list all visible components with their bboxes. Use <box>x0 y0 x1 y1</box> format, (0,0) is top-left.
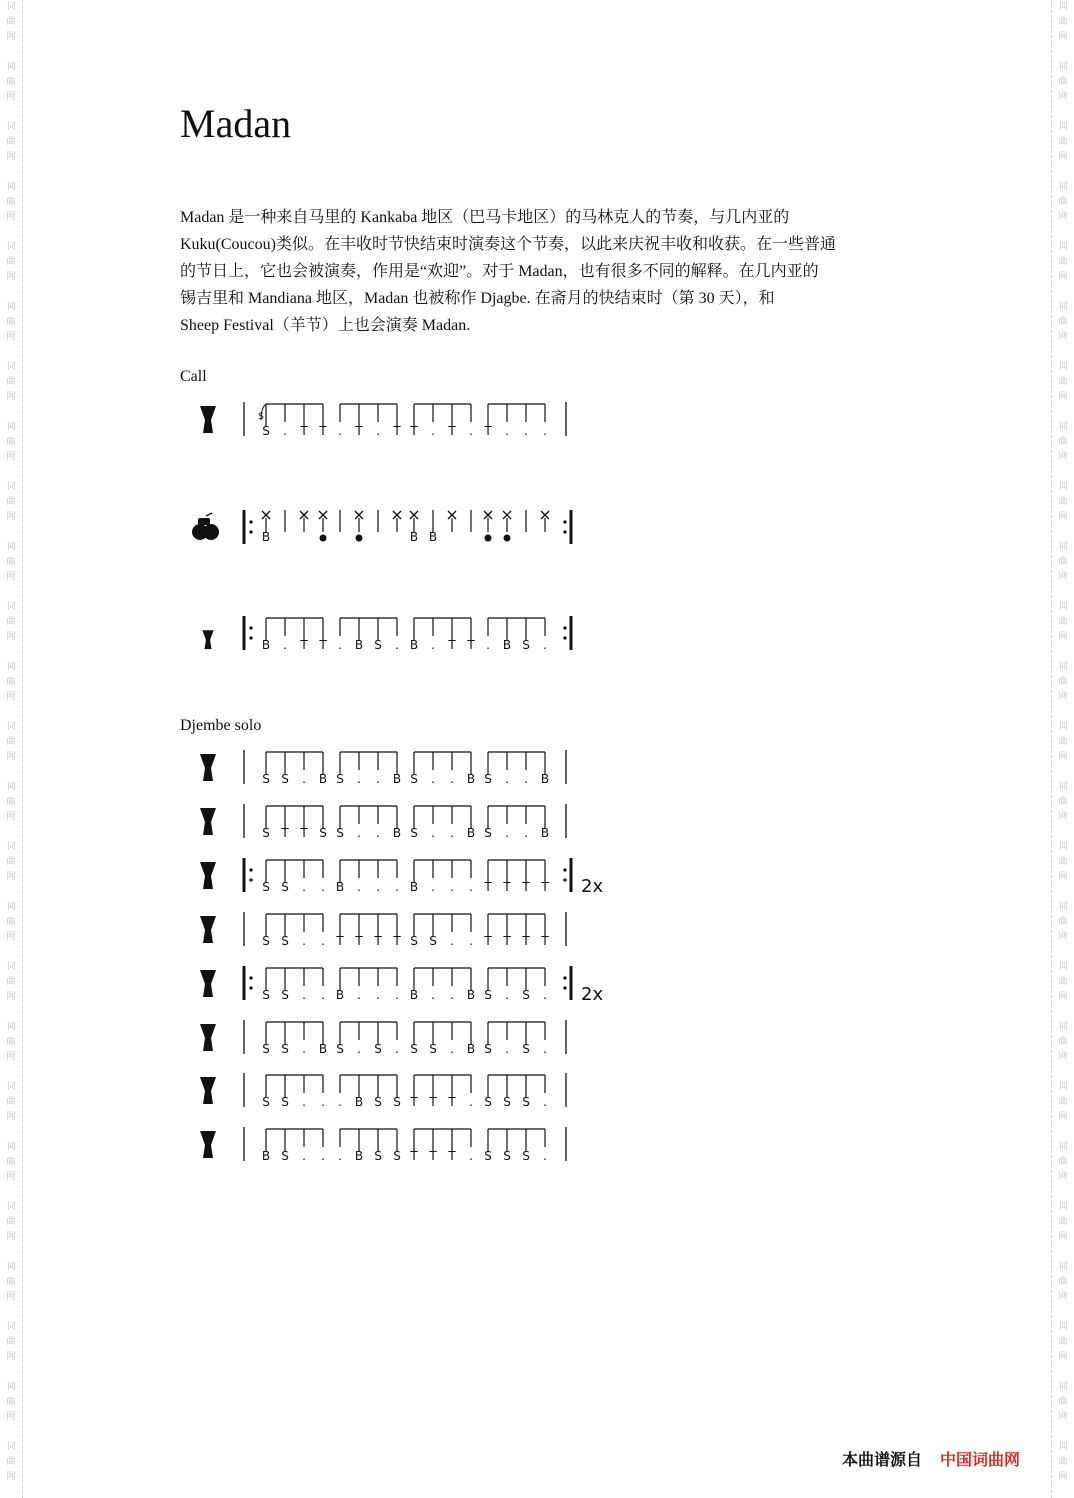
djembe-icon <box>200 1131 216 1158</box>
watermark-glyphs: 词 曲 网 <box>1058 722 1068 762</box>
stroke-note: S <box>262 826 270 840</box>
watermark-glyphs: 词 曲 网 <box>1058 242 1068 282</box>
muted-stroke-dot <box>504 535 511 542</box>
watermark-glyphs: 词 曲 网 <box>6 362 16 402</box>
watermark-glyphs: 词 曲 网 <box>6 1442 16 1482</box>
watermark-glyphs: 词 曲 网 <box>1058 122 1068 162</box>
footer-source-label: 本曲谱源自 <box>842 1450 923 1469</box>
stroke-note: . <box>524 826 528 840</box>
section-label-call: Call <box>180 368 207 385</box>
djembe-icon <box>202 630 213 649</box>
rhythm-row-accomp <box>180 614 780 664</box>
stroke-note: T <box>541 934 549 948</box>
watermark-glyphs: 词 曲 网 <box>6 182 16 222</box>
stroke-note: S <box>319 826 327 840</box>
rhythm-row-solo3 <box>180 856 780 906</box>
repeat-dot <box>563 878 566 881</box>
stroke-note: B <box>354 638 364 652</box>
stroke-note: T <box>429 1095 437 1109</box>
watermark-glyphs: 词 曲 网 <box>6 1202 16 1242</box>
djembe-icon <box>200 916 216 943</box>
stroke-note: T <box>300 638 308 652</box>
stroke-note: S <box>374 1095 382 1109</box>
stroke-note: . <box>376 826 380 840</box>
watermark-glyphs: 词 曲 网 <box>1058 1082 1068 1122</box>
repeat-dot <box>563 868 566 871</box>
rhythm-row-solo2 <box>180 802 780 852</box>
stroke-note: B <box>466 826 476 840</box>
rhythm-row-dunun <box>180 508 780 558</box>
stroke-note: S <box>503 1149 511 1163</box>
stroke-note: S <box>522 638 530 652</box>
muted-stroke-dot <box>320 535 327 542</box>
stroke-note: S <box>393 1095 401 1109</box>
stroke-note: T <box>393 934 401 948</box>
stroke-note: . <box>338 424 342 438</box>
stroke-note: . <box>431 880 435 894</box>
watermark-glyphs: 词 曲 网 <box>6 422 16 462</box>
stroke-note: . <box>450 988 454 1002</box>
stroke-note: . <box>302 1095 306 1109</box>
stroke-note: S <box>336 772 344 786</box>
rhythm-row-call <box>180 400 780 450</box>
stroke-note: S <box>484 1042 492 1056</box>
stroke-note: B <box>428 530 438 544</box>
stroke-note: T <box>503 880 511 894</box>
stroke-note: . <box>376 880 380 894</box>
stroke-note: . <box>543 988 547 1002</box>
stroke-note: . <box>431 988 435 1002</box>
watermark-glyphs: 词 曲 网 <box>6 1262 16 1302</box>
stroke-note: . <box>450 934 454 948</box>
stroke-note: S <box>262 934 270 948</box>
stroke-note: . <box>376 424 380 438</box>
stroke-note: . <box>469 424 473 438</box>
watermark-glyphs: 词 曲 网 <box>1058 422 1068 462</box>
stroke-note: . <box>469 1095 473 1109</box>
watermark-glyphs: 词 曲 网 <box>6 302 16 342</box>
stroke-note: T <box>484 424 492 438</box>
djembe-icon <box>200 406 216 433</box>
stroke-note: B <box>540 826 550 840</box>
repeat-dot <box>249 626 252 629</box>
stroke-note: T <box>355 934 363 948</box>
stroke-note: B <box>409 880 419 894</box>
stroke-note: . <box>543 638 547 652</box>
stroke-note: T <box>448 1095 456 1109</box>
stroke-note: . <box>321 1149 325 1163</box>
stroke-note: . <box>395 880 399 894</box>
stroke-note: T <box>448 1149 456 1163</box>
repeat-dot <box>249 868 252 871</box>
djembe-icon <box>200 754 216 781</box>
stroke-note: S <box>262 988 270 1002</box>
watermark-glyphs: 词 曲 网 <box>1058 902 1068 942</box>
watermark-glyphs: 词 曲 网 <box>6 122 16 162</box>
watermark-glyphs: 词 曲 网 <box>1058 62 1068 102</box>
stroke-note: S <box>503 1095 511 1109</box>
stroke-note: . <box>431 638 435 652</box>
watermark-glyphs: 词 曲 网 <box>1058 662 1068 702</box>
watermark-glyphs: 词 曲 网 <box>6 722 16 762</box>
stroke-note: T <box>410 1149 418 1163</box>
watermark-glyphs: 词 曲 网 <box>1058 2 1068 42</box>
watermark-glyphs: 词 曲 网 <box>1058 1442 1068 1482</box>
repeat-dot <box>249 530 252 533</box>
stroke-note: . <box>357 826 361 840</box>
stroke-note: . <box>543 1042 547 1056</box>
stroke-note: S <box>522 1095 530 1109</box>
stroke-note: T <box>467 638 475 652</box>
watermark-glyphs: 词 曲 网 <box>1058 1022 1068 1062</box>
repeat-dot <box>563 520 566 523</box>
stroke-note: B <box>392 826 402 840</box>
stroke-note: B <box>261 530 271 544</box>
stroke-note: . <box>505 988 509 1002</box>
watermark-glyphs: 词 曲 网 <box>6 902 16 942</box>
stroke-note: S <box>336 826 344 840</box>
watermark-glyphs: 词 曲 网 <box>1058 1382 1068 1422</box>
stroke-note: B <box>466 1042 476 1056</box>
watermark-glyphs: 词 曲 网 <box>1058 1262 1068 1302</box>
stroke-note: . <box>450 826 454 840</box>
stroke-note: . <box>321 988 325 1002</box>
stroke-note: B <box>466 988 476 1002</box>
intro-line: Madan 是一种来自马里的 Kankaba 地区（巴马卡地区）的马林克人的节奏，与几内亚的 <box>180 209 790 226</box>
footer-source <box>842 1447 1020 1470</box>
stroke-note: B <box>502 638 512 652</box>
stroke-note: T <box>484 880 492 894</box>
watermark-glyphs: 词 曲 网 <box>6 482 16 522</box>
stroke-note: T <box>429 1149 437 1163</box>
stroke-note: . <box>469 1149 473 1163</box>
stroke-note: . <box>302 772 306 786</box>
watermark-glyphs: 词 曲 网 <box>1058 302 1068 342</box>
intro-line: Kuku(Coucou)类似。在丰收时节快结束时演奏这个节奏，以此来庆祝丰收和收获。在一些普通 <box>180 236 836 253</box>
watermark-glyphs: 词 曲 网 <box>1058 842 1068 882</box>
rhythm-row-solo8 <box>180 1125 780 1175</box>
repeat-dot <box>249 878 252 881</box>
stroke-note: . <box>321 1095 325 1109</box>
watermark-glyphs: 词 曲 网 <box>1058 1322 1068 1362</box>
stroke-note: S <box>484 772 492 786</box>
stroke-note: S <box>522 1149 530 1163</box>
stroke-note: B <box>466 772 476 786</box>
stroke-note: T <box>448 638 456 652</box>
stroke-note: . <box>395 988 399 1002</box>
stroke-note: B <box>261 638 271 652</box>
stroke-note: . <box>338 1149 342 1163</box>
watermark-strip-left <box>0 0 23 1498</box>
stroke-note: T <box>281 826 289 840</box>
stroke-note: S <box>374 638 382 652</box>
stroke-note: . <box>302 934 306 948</box>
watermark-glyphs: 词 曲 网 <box>6 1022 16 1062</box>
stroke-note: . <box>543 1149 547 1163</box>
stroke-note: . <box>505 772 509 786</box>
rhythm-row-solo5 <box>180 964 780 1014</box>
stroke-note: . <box>543 1095 547 1109</box>
repeat-dot <box>249 986 252 989</box>
stroke-note: S <box>281 988 289 1002</box>
repeat-dot <box>249 520 252 523</box>
watermark-glyphs: 词 曲 网 <box>6 2 16 42</box>
stroke-note: . <box>524 772 528 786</box>
stroke-note: T <box>300 826 308 840</box>
watermark-strip-right <box>1051 0 1074 1498</box>
stroke-note: T <box>541 880 549 894</box>
stroke-note: . <box>505 424 509 438</box>
stroke-note: B <box>409 530 419 544</box>
watermark-glyphs: 词 曲 网 <box>6 1082 16 1122</box>
stroke-note: S <box>429 934 437 948</box>
repeat-dot <box>563 530 566 533</box>
intro-paragraph <box>180 204 940 339</box>
rhythm-row-solo6 <box>180 1018 780 1068</box>
stroke-note: . <box>283 638 287 652</box>
stroke-note: . <box>431 826 435 840</box>
stroke-note: B <box>318 1042 328 1056</box>
rhythm-row-solo4 <box>180 910 780 960</box>
stroke-note: T <box>522 934 530 948</box>
stroke-note: . <box>395 638 399 652</box>
stroke-note: . <box>505 826 509 840</box>
muted-stroke-dot <box>356 535 363 542</box>
repeat-dot <box>249 976 252 979</box>
intro-line: 锡吉里和 Mandiana 地区，Madan 也被称作 Djagbe. 在斋月的快结束时（第 30 天），和 <box>180 290 775 307</box>
repeat-dot <box>563 986 566 989</box>
stroke-note: S <box>262 772 270 786</box>
stroke-note: S <box>374 1149 382 1163</box>
stroke-note: . <box>302 1042 306 1056</box>
stroke-note: S <box>429 1042 437 1056</box>
stroke-note: S <box>281 1149 289 1163</box>
watermark-glyphs: 词 曲 网 <box>6 602 16 642</box>
watermark-glyphs: 词 曲 网 <box>1058 362 1068 402</box>
stroke-note: . <box>338 638 342 652</box>
stroke-note: T <box>355 424 363 438</box>
stroke-note: . <box>431 772 435 786</box>
stroke-note: S <box>281 934 289 948</box>
watermark-glyphs: 词 曲 网 <box>6 1382 16 1422</box>
dunun-icon <box>192 513 219 540</box>
stroke-note: S <box>410 826 418 840</box>
stroke-note: . <box>486 638 490 652</box>
watermark-glyphs: 词 曲 网 <box>6 1142 16 1182</box>
watermark-glyphs: 词 曲 网 <box>6 62 16 102</box>
djembe-icon <box>200 808 216 835</box>
repeat-dot <box>563 626 566 629</box>
footer-brand: 中国词曲网 <box>940 1450 1021 1469</box>
watermark-glyphs: 词 曲 网 <box>1058 1202 1068 1242</box>
stroke-note: . <box>469 934 473 948</box>
stroke-note: . <box>321 880 325 894</box>
repeat-count: 2x <box>581 876 604 897</box>
stroke-note: . <box>338 1095 342 1109</box>
stroke-note: T <box>503 934 511 948</box>
stroke-note: T <box>336 934 344 948</box>
watermark-glyphs: 词 曲 网 <box>1058 482 1068 522</box>
stroke-note: . <box>524 424 528 438</box>
muted-stroke-dot <box>485 535 492 542</box>
watermark-glyphs: 词 曲 网 <box>1058 962 1068 1002</box>
stroke-note: S <box>374 1042 382 1056</box>
stroke-note: T <box>319 424 327 438</box>
section-label-djembe-solo: Djembe solo <box>180 717 262 734</box>
stroke-note: B <box>540 772 550 786</box>
stroke-note: S <box>410 1042 418 1056</box>
stroke-note: . <box>450 1042 454 1056</box>
stroke-note: B <box>335 988 345 1002</box>
stroke-note: . <box>450 880 454 894</box>
stroke-note: S <box>281 1042 289 1056</box>
watermark-glyphs: 词 曲 网 <box>1058 602 1068 642</box>
stroke-note: S <box>410 934 418 948</box>
stroke-note: S <box>484 1095 492 1109</box>
stroke-note: S <box>522 988 530 1002</box>
stroke-note: . <box>321 934 325 948</box>
stroke-note: . <box>357 772 361 786</box>
stroke-note: T <box>410 424 418 438</box>
stroke-note: . <box>283 424 287 438</box>
stroke-note: . <box>357 880 361 894</box>
stroke-note: S <box>262 1095 270 1109</box>
stroke-note: T <box>484 934 492 948</box>
stroke-note: S <box>281 1095 289 1109</box>
djembe-icon <box>200 862 216 889</box>
stroke-note: T <box>522 880 530 894</box>
stroke-note: S <box>262 424 270 438</box>
watermark-glyphs: 词 曲 网 <box>1058 1142 1068 1182</box>
stroke-note: S <box>393 1149 401 1163</box>
stroke-note: S <box>262 880 270 894</box>
stroke-note: S <box>281 880 289 894</box>
djembe-icon <box>200 970 216 997</box>
stroke-note: S <box>336 1042 344 1056</box>
watermark-glyphs: 词 曲 网 <box>6 962 16 1002</box>
stroke-note: B <box>354 1149 364 1163</box>
stroke-note: . <box>302 988 306 1002</box>
watermark-glyphs: 词 曲 网 <box>6 662 16 702</box>
rhythm-row-solo1 <box>180 748 780 798</box>
intro-line: Sheep Festival（羊节）上也会演奏 Madan. <box>180 317 471 334</box>
repeat-count: 2x <box>581 984 604 1005</box>
stroke-note: B <box>335 880 345 894</box>
stroke-note: T <box>319 638 327 652</box>
watermark-glyphs: 词 曲 网 <box>1058 542 1068 582</box>
stroke-note: S <box>484 988 492 1002</box>
watermark-glyphs: 词 曲 网 <box>6 242 16 282</box>
stroke-note: . <box>450 772 454 786</box>
stroke-note: S <box>522 1042 530 1056</box>
stroke-note: . <box>302 1149 306 1163</box>
stroke-note: S <box>484 826 492 840</box>
watermark-glyphs: 词 曲 网 <box>6 842 16 882</box>
stroke-note: S <box>262 1042 270 1056</box>
stroke-note: . <box>376 988 380 1002</box>
stroke-note: . <box>431 424 435 438</box>
stroke-note: T <box>448 424 456 438</box>
stroke-note: . <box>357 1042 361 1056</box>
stroke-note: T <box>410 1095 418 1109</box>
watermark-glyphs: 词 曲 网 <box>1058 182 1068 222</box>
flam-grace-note: S <box>258 412 264 422</box>
rhythm-row-solo7 <box>180 1071 780 1121</box>
stroke-note: . <box>395 1042 399 1056</box>
page-title: Madan <box>180 101 292 146</box>
djembe-icon <box>200 1077 216 1104</box>
stroke-note: . <box>543 424 547 438</box>
stroke-note: . <box>302 880 306 894</box>
stroke-note: . <box>357 988 361 1002</box>
stroke-note: B <box>409 638 419 652</box>
watermark-glyphs: 词 曲 网 <box>6 542 16 582</box>
stroke-note: S <box>281 772 289 786</box>
stroke-note: S <box>484 1149 492 1163</box>
repeat-dot <box>249 636 252 639</box>
watermark-glyphs: 词 曲 网 <box>6 1322 16 1362</box>
stroke-note: T <box>393 424 401 438</box>
stroke-note: T <box>374 934 382 948</box>
stroke-note: T <box>300 424 308 438</box>
stroke-note: B <box>354 1095 364 1109</box>
stroke-note: S <box>410 772 418 786</box>
repeat-dot <box>563 636 566 639</box>
stroke-note: B <box>261 1149 271 1163</box>
stroke-note: . <box>505 1042 509 1056</box>
watermark-glyphs: 词 曲 网 <box>6 782 16 822</box>
stroke-note: . <box>376 772 380 786</box>
watermark-glyphs: 词 曲 网 <box>1058 782 1068 822</box>
stroke-note: B <box>318 772 328 786</box>
repeat-dot <box>563 976 566 979</box>
stroke-note: B <box>409 988 419 1002</box>
stroke-note: . <box>469 880 473 894</box>
djembe-icon <box>200 1024 216 1051</box>
stroke-note: B <box>392 772 402 786</box>
intro-line: 的节日上，它也会被演奏，作用是“欢迎”。对于 Madan，也有很多不同的解释。在几内亚的 <box>180 263 819 280</box>
